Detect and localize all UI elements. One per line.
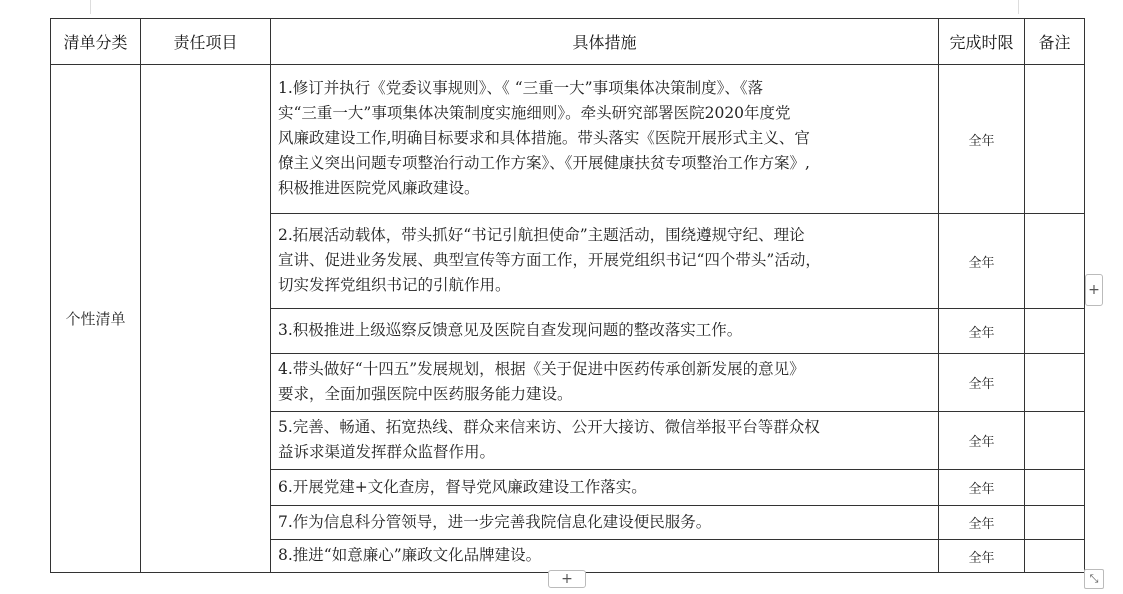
header-row (51, 19, 1085, 65)
measure-cell[interactable] (271, 354, 939, 412)
measure-line: 1.修订并执行《党委议事规则》、《 “三重一大”事项集体决策制度》、《落 (278, 79, 764, 97)
table-row (51, 65, 1085, 214)
header-note: 备注 (1025, 19, 1085, 65)
deadline-cell[interactable]: 全年 (939, 506, 1025, 540)
note-cell[interactable] (1025, 470, 1085, 506)
add-row-button[interactable]: + (548, 570, 586, 588)
measure-cell[interactable] (271, 540, 939, 573)
measure-line: 5.完善、畅通、拓宽热线、群众来信来访、公开大接访、微信举报平台等群众权 (278, 418, 820, 436)
measure-line: 要求，全面加强医院中医药服务能力建设。 (278, 385, 573, 403)
deadline-cell[interactable]: 全年 (939, 214, 1025, 309)
measure-cell[interactable] (271, 65, 939, 214)
note-cell[interactable] (1025, 65, 1085, 214)
header-measures: 具体措施 (271, 19, 939, 65)
add-column-button[interactable]: + (1085, 274, 1103, 306)
header-deadline: 完成时限 (939, 19, 1025, 65)
deadline-cell[interactable]: 全年 (939, 354, 1025, 412)
ruler-mark (1018, 0, 1019, 14)
responsibility-table (50, 18, 1085, 573)
measure-line: 风廉政建设工作,明确目标要求和具体措施。带头落实《医院开展形式主义、官 (278, 129, 810, 147)
note-cell[interactable] (1025, 309, 1085, 354)
measure-line: 6.开展党建+文化查房，督导党风廉政建设工作落实。 (278, 477, 647, 496)
category-cell[interactable]: 个性清单 (51, 65, 141, 573)
measure-cell[interactable] (271, 412, 939, 470)
measure-line: 8.推进“如意廉心”廉政文化品牌建设。 (278, 546, 542, 564)
measure-line: 7.作为信息科分管领导，进一步完善我院信息化建设便民服务。 (278, 512, 712, 531)
deadline-cell[interactable]: 全年 (939, 309, 1025, 354)
deadline-cell[interactable]: 全年 (939, 540, 1025, 573)
responsibility-cell[interactable] (141, 65, 271, 573)
note-cell[interactable] (1025, 412, 1085, 470)
measure-line: 3.积极推进上级巡察反馈意见及医院自查发现问题的整改落实工作。 (278, 321, 743, 339)
header-category: 清单分类 (51, 19, 141, 65)
measure-line: 2.拓展活动载体，带头抓好“书记引航担使命”主题活动，围绕遵规守纪、理论 (278, 226, 805, 244)
measure-cell[interactable] (271, 470, 939, 506)
note-cell[interactable] (1025, 354, 1085, 412)
measure-line: 积极推进医院党风廉政建设。 (278, 179, 480, 197)
deadline-cell[interactable]: 全年 (939, 470, 1025, 506)
measure-line: 切实发挥党组织书记的引航作用。 (278, 276, 511, 294)
note-cell[interactable] (1025, 506, 1085, 540)
header-responsibility: 责任项目 (141, 19, 271, 65)
deadline-cell[interactable]: 全年 (939, 412, 1025, 470)
measure-cell[interactable] (271, 506, 939, 540)
measure-line: 实“三重一大”事项集体决策制度实施细则》。牵头研究部署医院2020年度党 (278, 104, 791, 122)
measure-cell[interactable] (271, 309, 939, 354)
measure-line: 宣讲、促进业务发展、典型宣传等方面工作，开展党组织书记“四个带头”活动， (278, 251, 821, 269)
note-cell[interactable] (1025, 214, 1085, 309)
measure-line: 僚主义突出问题专项整治行动工作方案》、《开展健康扶贫专项整治工作方案》, (278, 154, 810, 172)
measure-line: 4.带头做好“十四五”发展规划，根据《关于促进中医药传承创新发展的意见》 (278, 360, 805, 378)
deadline-cell[interactable]: 全年 (939, 65, 1025, 214)
measure-line: 益诉求渠道发挥群众监督作用。 (278, 443, 496, 461)
note-cell[interactable] (1025, 540, 1085, 573)
resize-handle-icon[interactable]: ⤡ (1084, 569, 1104, 589)
measure-cell[interactable] (271, 214, 939, 309)
ruler-mark (90, 0, 91, 14)
